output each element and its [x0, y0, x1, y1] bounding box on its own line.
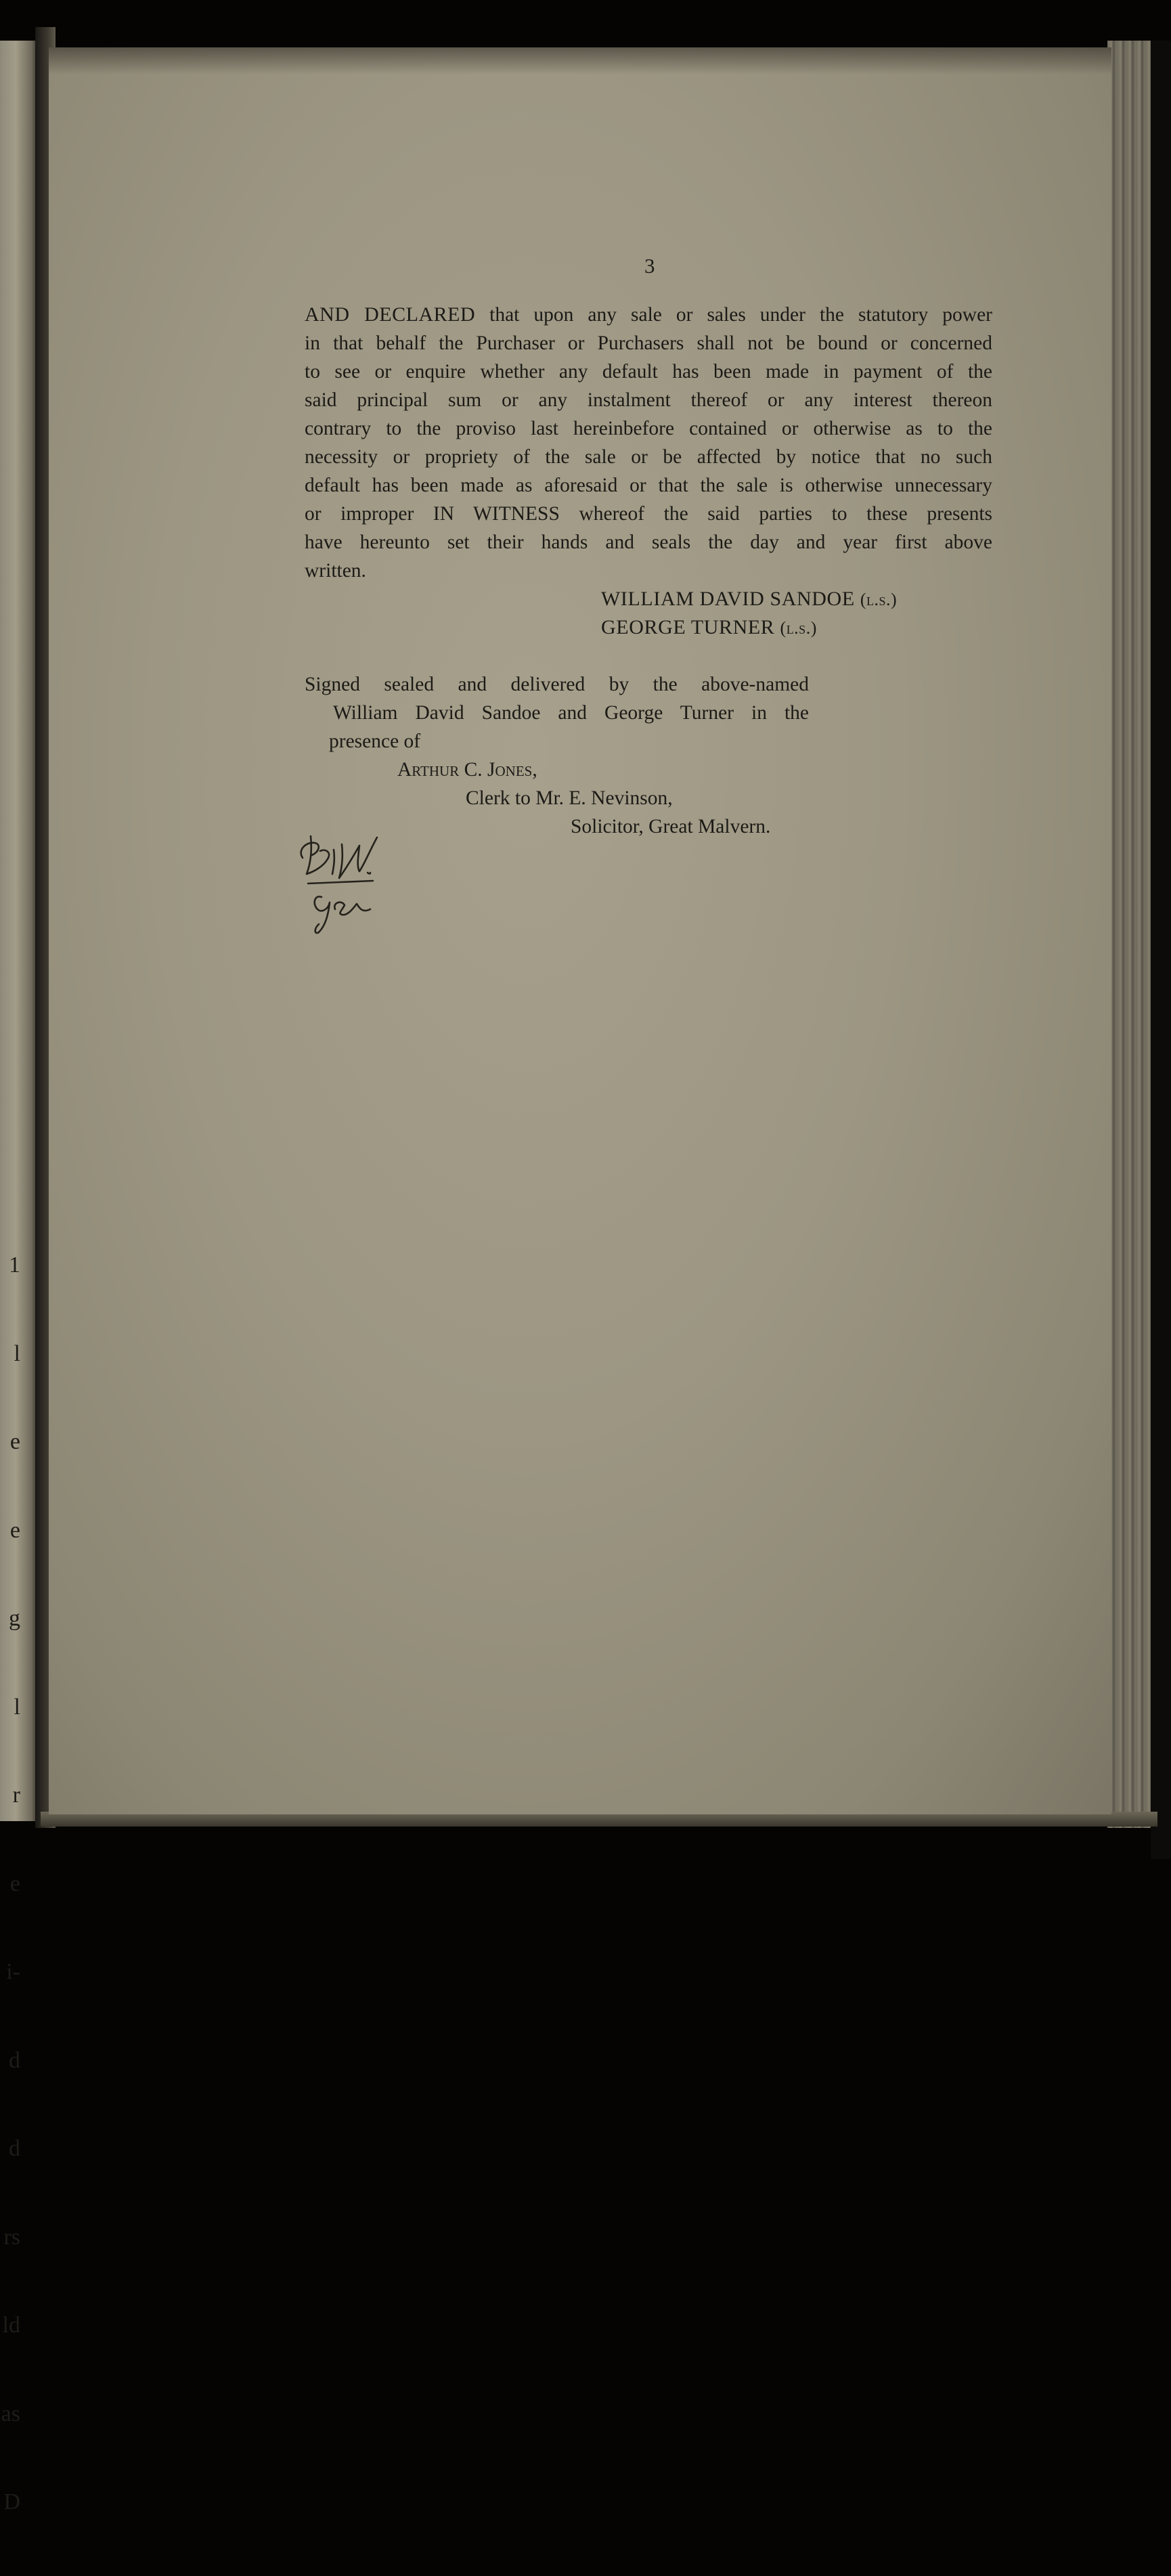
adjacent-line: g — [9, 1606, 20, 1631]
adjacent-line: ld — [2, 2313, 20, 2338]
signatory-1 — [601, 588, 897, 611]
page-shadow — [49, 47, 1111, 74]
adjacent-line: rs — [3, 2224, 20, 2250]
attestation-line-3: presence of — [329, 730, 421, 752]
adjacent-page-text — [0, 1192, 20, 2576]
body-line-3: to see or enquire whether any default has been made in payment of the — [305, 361, 992, 383]
cover-edge — [1151, 41, 1171, 1859]
body-line-7: default has been made as aforesaid or that the sale is otherwise unnecessary — [305, 475, 992, 496]
body-lead: AND DECLARED — [305, 303, 476, 326]
adjacent-line: r — [12, 1783, 20, 1808]
body-line-6: necessity or propriety of the sale or be affected by notice that no such — [305, 446, 992, 468]
witness-firm: Solicitor, Great Malvern. — [571, 816, 771, 837]
adjacent-line: i- — [6, 1959, 20, 1984]
witness-role: Clerk to Mr. E. Nevinson, — [466, 787, 673, 809]
adjacent-line: l — [14, 1694, 20, 1720]
body-line-10: written. — [305, 560, 366, 582]
adjacent-line: as — [1, 2401, 20, 2426]
witness-name: Arthur C. Jones, — [397, 759, 537, 781]
body-line-1 — [305, 301, 992, 329]
body-text: that upon any sale or sales under the statutory power — [489, 304, 992, 326]
body-line-8: or improper IN WITNESS whereof the said parties to these presents — [305, 503, 992, 525]
adjacent-line: d — [9, 2047, 20, 2073]
adjacent-line: e — [9, 1429, 20, 1454]
adjacent-line: d — [9, 2136, 20, 2161]
body-line-4: said principal sum or any instalment thereof or any interest thereon — [305, 389, 992, 411]
signatory-2 — [601, 616, 817, 639]
seal-mark: (l.s.) — [780, 618, 817, 638]
signatory-name: WILLIAM DAVID SANDOE — [601, 588, 855, 610]
seal-mark: (l.s.) — [860, 590, 898, 609]
attestation-line-1: Signed sealed and delivered by the above-named — [305, 674, 809, 695]
adjacent-line: e — [9, 1871, 20, 1896]
body-line-2: in that behalf the Purchaser or Purchasers shall not be bound or concerned — [305, 332, 992, 354]
page-number: 3 — [644, 254, 655, 278]
attestation-line-2: William David Sandoe and George Turner in the — [333, 702, 809, 724]
handwritten-initials — [294, 829, 410, 938]
adjacent-line: e — [9, 1517, 20, 1543]
signatory-name: GEORGE TURNER — [601, 616, 775, 638]
adjacent-line: D — [3, 2489, 20, 2514]
adjacent-line: l — [14, 1340, 20, 1366]
body-line-9: have hereunto set their hands and seals the day and year first above — [305, 531, 992, 553]
adjacent-line: 1 — [9, 1252, 20, 1278]
body-line-5: contrary to the proviso last hereinbefore contained or otherwise as to the — [305, 418, 992, 439]
page-stack-edge — [1107, 41, 1155, 1828]
